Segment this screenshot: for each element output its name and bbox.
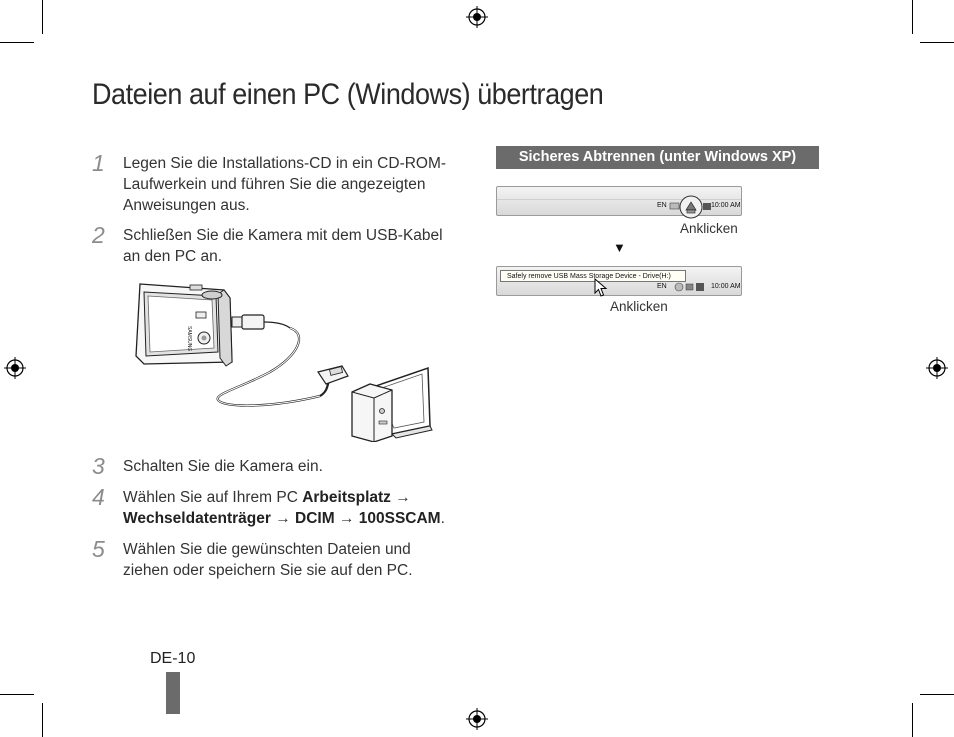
step-text: Schalten Sie die Kamera ein. [123, 458, 323, 475]
step-number: 4 [92, 484, 105, 510]
tray-clock: 10:00 AM [711, 202, 741, 209]
taskbar-divider [497, 199, 741, 200]
path-wechseldatentraeger: Wechseldatenträger [123, 510, 271, 527]
registration-mark-left [4, 357, 26, 379]
path-arbeitsplatz: Arbeitsplatz [302, 489, 391, 506]
crop-mark-br-h [920, 694, 954, 695]
crop-mark-tl-v [42, 0, 43, 34]
caption-anklicken-2: Anklicken [610, 299, 668, 314]
step-number: 5 [92, 536, 105, 562]
step-number: 1 [92, 150, 105, 176]
taskbar-screenshot-1 [496, 186, 742, 216]
page-title: Dateien auf einen PC (Windows) übertragen [92, 78, 604, 111]
step-text: Schließen Sie die Kamera mit dem USB-Kabel an den PC an. [123, 227, 443, 265]
step-number: 2 [92, 222, 105, 248]
tray-language: EN [657, 202, 667, 209]
page-number: DE-10 [150, 650, 196, 667]
arrow-down-icon: ▼ [613, 240, 626, 255]
tray-icon [673, 281, 709, 293]
arrow-icon: → [395, 489, 411, 506]
registration-mark-top [466, 6, 488, 28]
step-text: Wählen Sie die gewünschten Dateien und ziehen oder speichern Sie sie auf den PC. [123, 541, 413, 579]
safely-remove-hardware-icon[interactable] [679, 195, 703, 219]
crop-mark-tr-h [920, 42, 954, 43]
camera-usb-illustration [130, 276, 450, 442]
crop-mark-br-v [912, 703, 913, 737]
path-100sscam: 100SSCAM [358, 510, 441, 527]
arrow-icon: → [338, 510, 355, 527]
step-text: Legen Sie die Installations-CD in ein CD-ROM- Laufwerkein und führen Sie die angezeigten Anweisungen aus. [123, 155, 447, 214]
page-tab-bar [166, 672, 180, 714]
section-header-safe-removal: Sicheres Abtrennen (unter Windows XP) [496, 146, 819, 169]
camera-brand-text: SAMSUNG [186, 326, 192, 352]
crop-mark-tl-h [0, 42, 34, 43]
crop-mark-bl-v [42, 703, 43, 737]
caption-anklicken-1: Anklicken [680, 221, 738, 236]
path-dcim: DCIM [295, 510, 335, 527]
crop-mark-bl-h [0, 694, 34, 695]
mouse-cursor-icon [594, 278, 608, 298]
tray-language: EN [657, 283, 667, 290]
step-number: 3 [92, 453, 105, 479]
safely-remove-tooltip[interactable]: Safely remove USB Mass Storage Device - Drive(H:) [500, 270, 686, 282]
tray-clock: 10:00 AM [711, 283, 741, 290]
arrow-icon: → [275, 510, 291, 527]
registration-mark-bottom [466, 708, 488, 730]
crop-mark-tr-v [912, 0, 913, 34]
step-text: Wählen Sie auf Ihrem PC Arbeitsplatz → Wechseldatenträger → DCIM → 100SSCAM. [123, 489, 445, 527]
registration-mark-right [926, 357, 948, 379]
